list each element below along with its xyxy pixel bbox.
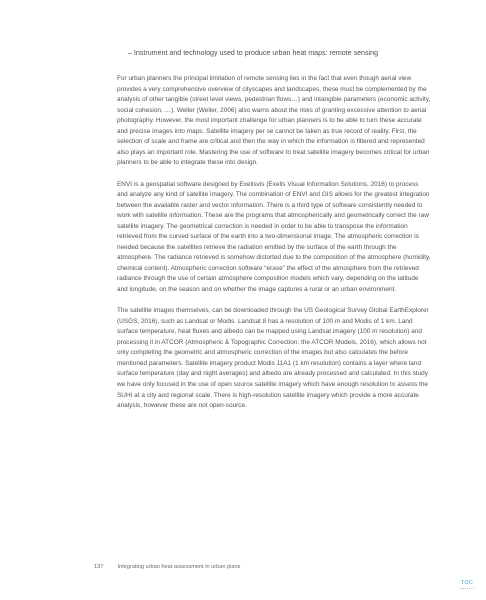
page-footer [94,562,240,572]
paragraph-satellite-images: The satellite images themselves, can be downloaded through the US Geological Survey Global EarthExplorer (USGS, 2016), such as Landsat or Modis. Landsat 8 has a resolution of 100 m and Modis of 1 km. Land surface temperature, heat fluxes and albedo can be mapped using Landsat imagery (100 m resolution) and processing it in ATCOR (Atmospheric & Topographic Correction: the ATCOR Models, 2016), which allows not only completing the geometric and atmospheric correction of the images but also calculates the before mentioned parameters. Satellite imagery product Modis 11A1 (1 km resolution) contains a layer where land surface temperature (day and night averages) and albedo are already processed and calculated. In this study we have only focused in the use of open source satellite imagery which have enough resolution to assess the SUHI at a city and regional scale. There is high-resolution satellite imagery which provide a more accurate analysis, however these are not open-source. [117,307,429,410]
paragraph-envi-software: ENVI is a geospatial software designed by Exelisvis (Exelis Visual Information Solutions, 2016) to process and analyze any kind of satellite imagery. The combination of ENVI and GIS allows for the greatest integration between the available raster and vector information. There is a third type of software consistently needed to work with satellite information. These are the programs that atmospherically and geometrically correct the raw satellite imagery. The geometrical correction is needed in order to be able to transpose the information retrieved from the curved surface of the earth into a two-dimensional image. The atmospheric correction is needed because the satellites retrieve the radiation emitted by the surface of the earth through the atmosphere. The radiance retrieved is somehow distorted due to the composition of the atmosphere (humidity, chemical content). Atmospheric correction software “erase” the effect of the atmosphere from the retrieved radiance through the use of certain atmosphere composition models which vary, depending on the latitude and longitude, on the season and on whether the image captures a rural or an urban environment. [117,180,431,293]
paragraph-remote-sensing-limitations: For urban planners the principal limitation of remote sensing lies in the fact that even though aerial view provides a very comprehensive overview of cityscapes and landscapes, these must be complemented by the analysis of other tangible (street level views, pedestrian flows…) and intangible parameters (economic activity, social cohesion, …). Weller (Weller, 2006) also warns about the risks of granting excessive attention to aerial photography. However, the most important challenge for urban planners is to be able to turn these accurate and precise images into maps. Satellite imagery per se cannot be taken as true record of reality. First, the selection of scale and frame are critical and then the way in which the information is filtered and represented also plays an important role. Mastering the use of software to treat satellite imagery becomes critical for urban planners to be able to integrate these into design. [117,75,431,167]
page-number: 137 [94,564,104,570]
body-text [117,74,431,422]
toc-link[interactable] [457,580,477,590]
footer-title: Integrating urban heat assessment in urban plans [117,564,241,570]
toc-label: TOC [460,580,474,586]
section-heading: – Instrument and technology used to produce urban heat maps: remote sensing [128,49,379,57]
toc-underline [460,588,474,590]
